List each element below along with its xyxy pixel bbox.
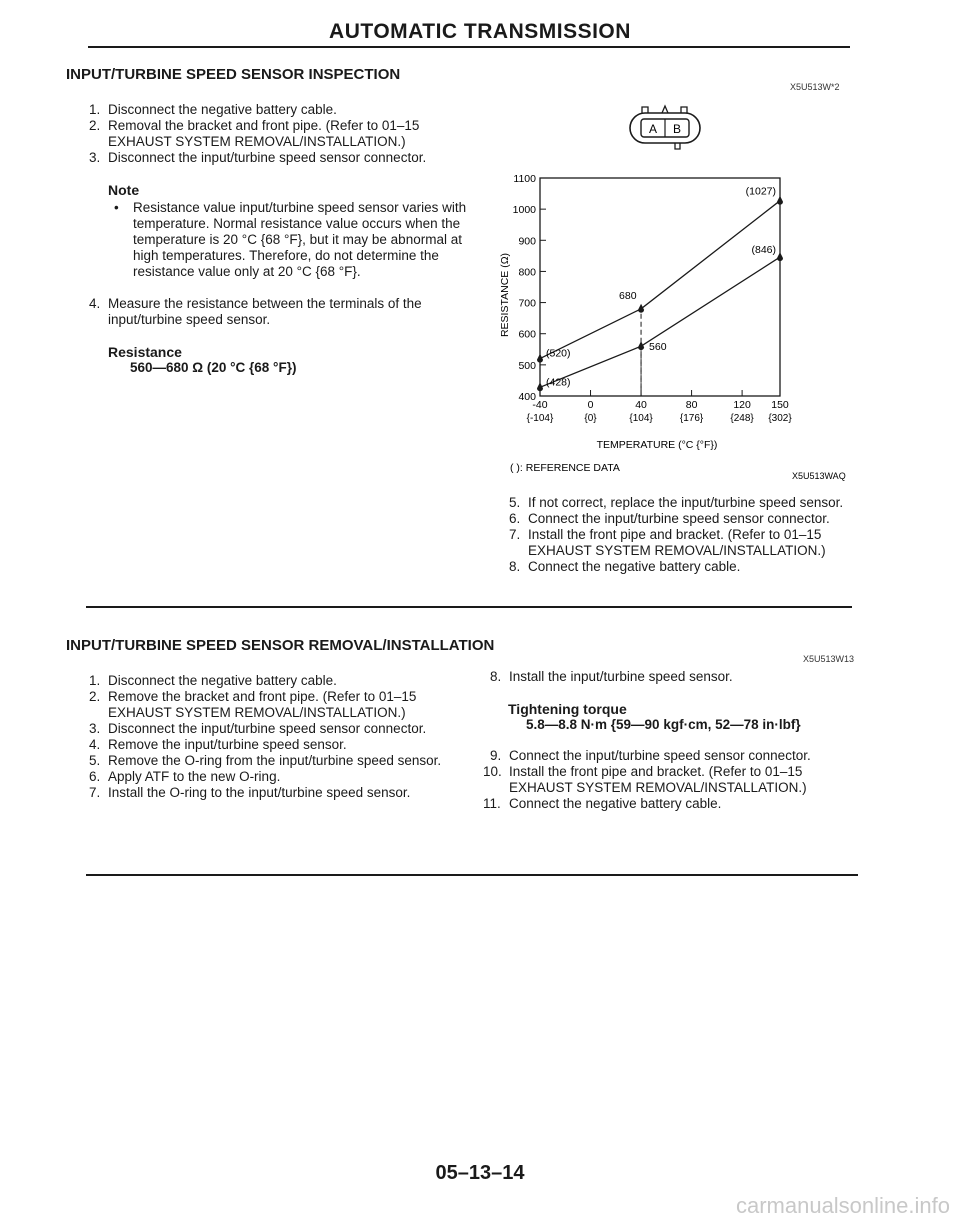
step-number: 10. (483, 764, 502, 779)
reference-note: ( ): REFERENCE DATA (510, 462, 620, 474)
removal-section-title: INPUT/TURBINE SPEED SENSOR REMOVAL/INSTALLATION (66, 637, 495, 654)
step-text: Install the front pipe and bracket. (Refer to 01–15 EXHAUST SYSTEM REMOVAL/INSTALLATION.) (509, 764, 807, 795)
note-heading: Note (108, 182, 140, 198)
y-tick-label: 600 (518, 328, 536, 341)
step-text: If not correct, replace the input/turbine speed sensor. (528, 495, 844, 510)
data-label: 680 (619, 289, 637, 302)
plot-frame (540, 178, 780, 396)
data-point (638, 304, 644, 313)
y-tick-label: 900 (518, 235, 536, 248)
step-number: 5. (509, 495, 521, 510)
removal-steps-1-7 (89, 673, 454, 801)
step-item (483, 669, 863, 685)
step-text: Disconnect the negative battery cable. (108, 102, 337, 117)
step-item (89, 102, 459, 118)
step-item (483, 748, 863, 764)
x-tick-label: -40 (532, 399, 548, 411)
data-point (537, 354, 543, 363)
step-item (509, 559, 859, 575)
x-tick-label-f: {0} (584, 413, 597, 424)
step-item (89, 296, 459, 328)
torque-heading: Tightening torque (508, 701, 627, 717)
data-point (777, 196, 783, 205)
resistance-value: 560—680 Ω (20 °C {68 °F}) (130, 360, 297, 375)
x-tick-label-f: {104} (629, 413, 653, 424)
series-line (540, 257, 780, 387)
x-tick-label-f: {-104} (526, 413, 554, 424)
y-tick-label: 1100 (513, 173, 536, 185)
step-text: Connect the input/turbine speed sensor connector. (528, 511, 830, 526)
data-label: (428) (546, 376, 571, 389)
torque-value: 5.8—8.8 N·m {59—90 kgf·cm, 52—78 in·lbf} (526, 717, 801, 732)
note-text: Resistance value input/turbine speed sensor varies with temperature. Normal resistance value occurs when the temperature is 20 °C {68 °F}, but it may be abnormal at high temperatures. Therefore, do not determine the resistance value only at 20 °C {68 °F}. (133, 200, 467, 279)
connector-label-a: A (648, 122, 658, 136)
step-number: 4. (89, 296, 101, 311)
chart-layer (513, 173, 793, 424)
data-label: (846) (751, 244, 776, 257)
step-item (509, 495, 859, 511)
step-item (89, 753, 454, 769)
step-item (89, 721, 454, 737)
step-number: 2. (89, 689, 101, 704)
resistance-chart (470, 95, 870, 490)
step-number: 4. (89, 737, 101, 752)
x-tick-label: 40 (635, 399, 647, 411)
step-text: Install the O-ring to the input/turbine speed sensor. (108, 785, 411, 800)
step-text: Install the front pipe and bracket. (Refer to 01–15 EXHAUST SYSTEM REMOVAL/INSTALLATION.) (528, 527, 826, 558)
step-number: 7. (509, 527, 521, 542)
step-number: 11. (483, 796, 501, 811)
step-number: 5. (89, 753, 101, 768)
watermark: carmanualsonline.info (735, 1193, 950, 1218)
page-title: AUTOMATIC TRANSMISSION (329, 20, 631, 43)
step-number: 2. (89, 118, 101, 133)
step-text: Apply ATF to the new O-ring. (108, 769, 281, 784)
step-item (89, 785, 454, 801)
step-item (483, 796, 863, 812)
step-text: Remove the input/turbine speed sensor. (108, 737, 347, 752)
data-label: 560 (649, 341, 667, 354)
resistance-heading: Resistance (108, 344, 182, 360)
step-number: 8. (490, 669, 502, 684)
data-point (638, 341, 644, 350)
step-item (509, 527, 859, 559)
figure-code: X5U513WAQ (792, 471, 846, 481)
step-text: Connect the negative battery cable. (528, 559, 741, 574)
step-text: Connect the input/turbine speed sensor connector. (509, 748, 811, 763)
step-text: Remove the O-ring from the input/turbine speed sensor. (108, 753, 442, 768)
bottom-divider (86, 874, 858, 876)
step-item (89, 769, 454, 785)
connector-icon (630, 106, 700, 149)
removal-left-column (89, 673, 454, 801)
removal-section-code: X5U513W13 (803, 654, 855, 664)
x-tick-label-f: {248} (730, 413, 754, 424)
x-tick-label: 80 (685, 399, 698, 411)
step-item (483, 764, 863, 796)
step-number: 6. (509, 511, 521, 526)
step-item (89, 118, 459, 150)
step-number: 3. (89, 721, 101, 736)
step-number: 3. (89, 150, 101, 165)
step-number: 1. (89, 673, 101, 688)
step-number: 6. (89, 769, 101, 784)
removal-right-column (483, 669, 863, 812)
x-axis-title: TEMPERATURE (°C {°F}) (596, 439, 718, 451)
removal-step-8 (483, 669, 863, 685)
step-text: Disconnect the negative battery cable. (108, 673, 337, 688)
y-tick-label: 500 (518, 359, 536, 372)
x-tick-label: 0 (587, 399, 594, 411)
connector-label-b: B (672, 122, 682, 136)
inspection-left-column (89, 102, 467, 375)
x-tick-label-f: {302} (768, 413, 792, 424)
step-text: Disconnect the input/turbine speed sensor connector. (108, 150, 427, 165)
y-tick-label: 700 (518, 297, 536, 310)
step-number: 7. (89, 785, 101, 800)
y-tick-label: 400 (518, 391, 536, 403)
bullet-icon: • (114, 200, 119, 215)
note-item (108, 200, 468, 280)
resistance-figure (470, 95, 870, 490)
step-item (89, 673, 454, 689)
inspection-right-column (509, 495, 859, 575)
inspection-step-4 (89, 296, 459, 328)
x-tick-label-f: {176} (679, 413, 704, 424)
x-tick-label: 120 (733, 399, 751, 411)
step-text: Measure the resistance between the terminals of the input/turbine speed sensor. (108, 296, 422, 327)
y-tick-label: 1000 (512, 204, 536, 217)
section-divider (86, 606, 852, 608)
x-tick-label: 150 (771, 399, 789, 411)
step-item (89, 150, 459, 166)
page-number: 05–13–14 (435, 1162, 525, 1184)
y-tick-label: 800 (518, 266, 536, 279)
inspection-section-title: INPUT/TURBINE SPEED SENSOR INSPECTION (66, 66, 401, 83)
header-rule (88, 46, 850, 48)
data-label: (520) (546, 347, 571, 360)
y-axis-title: RESISTANCE (Ω) (499, 252, 511, 338)
inspection-section-code: X5U513W*2 (790, 82, 840, 92)
data-point (777, 252, 783, 261)
step-item (89, 689, 454, 721)
step-item (509, 511, 859, 527)
step-text: Connect the negative battery cable. (509, 796, 722, 811)
step-text: Removal the bracket and front pipe. (Refer to 01–15 EXHAUST SYSTEM REMOVAL/INSTALLATION.) (108, 118, 420, 149)
step-number: 8. (509, 559, 521, 574)
step-number: 1. (89, 102, 101, 117)
step-number: 9. (490, 748, 502, 763)
step-text: Disconnect the input/turbine speed sensor connector. (108, 721, 427, 736)
step-text: Install the input/turbine speed sensor. (509, 669, 733, 684)
step-text: Remove the bracket and front pipe. (Refer to 01–15 EXHAUST SYSTEM REMOVAL/INSTALLATION.) (108, 689, 417, 720)
data-point (537, 382, 543, 391)
step-item (89, 737, 454, 753)
inspection-steps-1-3 (89, 102, 459, 166)
inspection-steps-5-8 (509, 495, 859, 575)
removal-steps-9-11 (483, 748, 863, 812)
data-label: (1027) (745, 185, 776, 198)
